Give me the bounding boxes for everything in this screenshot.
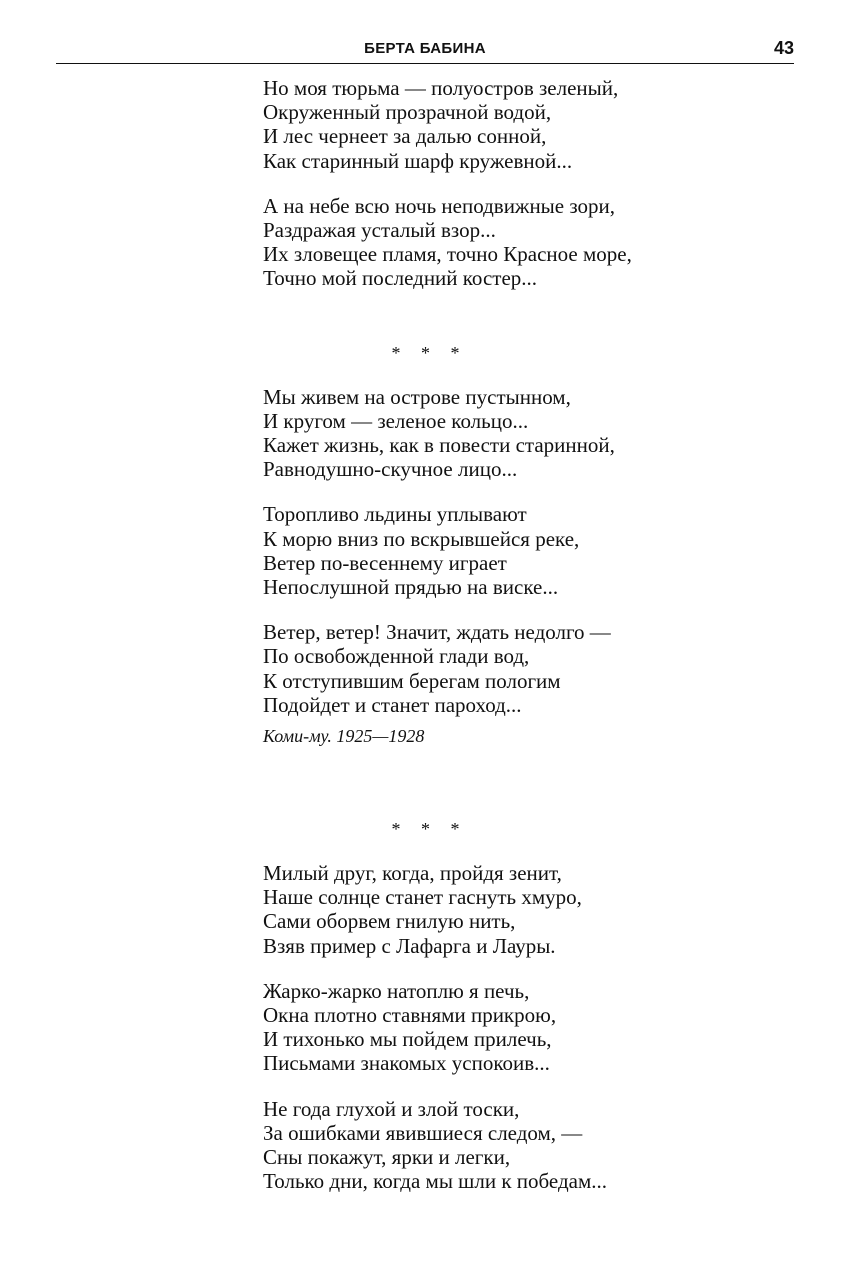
section-break: * * * [391,342,468,363]
verse-line: И тихонько мы пойдем прилечь, [263,1027,552,1052]
poem3-stanza-1 [263,861,763,958]
poem2-stanza-2 [263,502,763,599]
verse-line: Равнодушно-скучное лицо... [263,457,518,482]
running-title: БЕРТА БАБИНА [364,40,486,57]
verse-line: Сами оборвем гнилую нить, [263,909,516,934]
poem2-stanza-1 [263,385,763,482]
verse-line: Окна плотно ставнями прикрою, [263,1003,557,1028]
poem3-stanza-3 [263,1097,763,1194]
verse-line: Раздражая усталый взор... [263,218,496,243]
page-content [263,76,763,1215]
verse-line: К морю вниз по вскрывшейся реке, [263,526,580,551]
verse-line: Не года глухой и злой тоски, [263,1096,520,1121]
verse-line: Точно мой последний костер... [263,266,538,291]
header-rule [56,63,794,64]
verse-line: Торопливо льдины уплывают [263,502,527,527]
verse-line: Письмами знакомых успокоив... [263,1051,550,1076]
verse-line: Мы живем на острове пустынном, [263,384,571,409]
verse-line: Только дни, когда мы шли к победам... [263,1169,608,1194]
verse-line: И лес чернеет за далью сонной, [263,124,547,149]
verse-line: Ветер, ветер! Значит, ждать недолго — [263,620,611,645]
running-head [56,38,794,64]
verse-line: Подойдет и станет пароход... [263,692,522,717]
verse-line: За ошибками явившиеся следом, — [263,1120,583,1145]
verse-line: И кругом — зеленое кольцо... [263,408,529,433]
verse-line: Сны покажут, ярки и легки, [263,1145,511,1170]
verse-line: Взяв пример с Лафарга и Лауры. [263,933,556,958]
poem1-stanza-1 [263,76,763,173]
poem-dateline: Коми-му. 1925—1928 [263,726,425,747]
verse-line: Жарко-жарко натоплю я печь, [263,978,530,1003]
verse-line: Кажет жизнь, как в повести старинной, [263,433,615,458]
poem2-stanza-3 [263,620,763,717]
verse-line: Непослушной прядью на виске... [263,575,559,600]
poem3-stanza-2 [263,979,763,1076]
verse-line: А на небе всю ночь неподвижные зори, [263,193,616,218]
verse-line: Как старинный шарф кружевной... [263,148,573,173]
verse-line: По освобожденной глади вод, [263,644,530,669]
verse-line: Но моя тюрьма — полуостров зеленый, [263,76,619,100]
verse-line: Милый друг, когда, пройдя зенит, [263,861,562,886]
verse-line: К отступившим берегам пологим [263,668,561,693]
page-number: 43 [773,38,794,58]
poem1-stanza-2 [263,194,763,291]
verse-line: Ветер по-весеннему играет [263,550,507,575]
verse-line: Наше солнце станет гаснуть хмуро, [263,885,582,910]
section-break: * * * [391,819,468,840]
verse-line: Окруженный прозрачной водой, [263,100,552,125]
verse-line: Их зловещее пламя, точно Красное море, [263,242,632,267]
